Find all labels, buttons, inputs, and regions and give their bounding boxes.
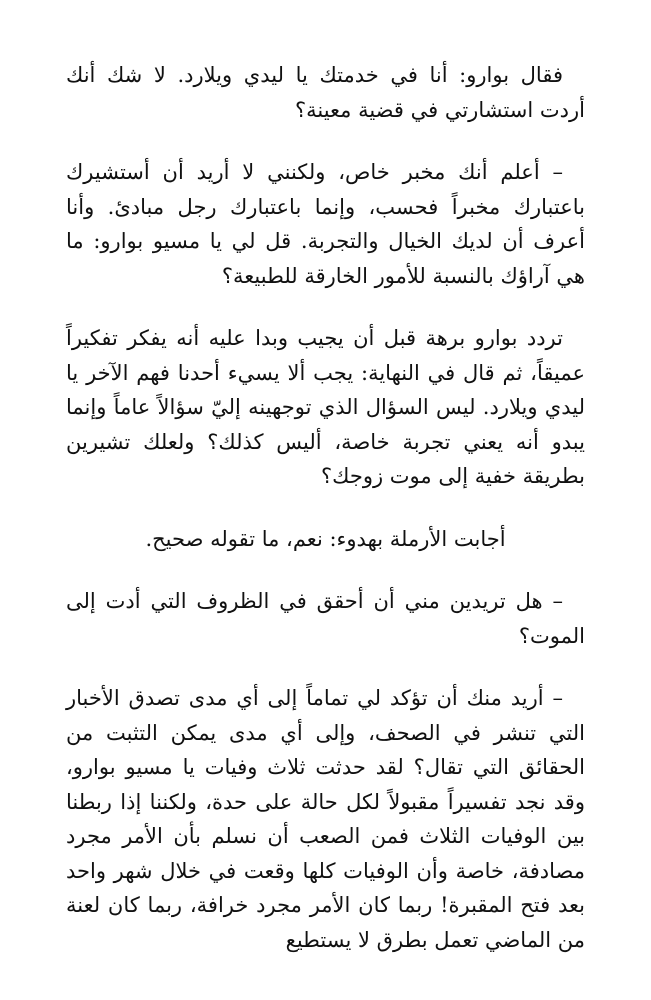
paragraph-text: – أعلم أنك مخبر خاص، ولكنني لا أريد أن أستشيرك باعتبارك مخبراً فحسب، وإنما باعتبارك رجل مبادئ. وأنا أعرف أن لديك الخيال والتجربة. قل لي يا مسيو بوارو: ما هي آراؤك بالنسبة للأمور الخارقة للطبيعة؟ <box>66 160 585 288</box>
paragraph-three-deaths <box>66 681 585 957</box>
paragraph-text: تردد بوارو برهة قبل أن يجيب وبدا عليه أنه يفكر تفكيراً عميقاً، ثم قال في النهاية: يجب ألا يسيء أحدنا فهم الآخر يا ليدي ويلارد. ليس السؤال الذي توجهينه إليّ سؤالاً عاماً وإنما يبدو أنه يعني تجربة خاصة، أليس كذلك؟ ولعلك تشيرين بطريقة خفية إلى موت زوجك؟ <box>66 326 585 488</box>
paragraph-text: فقال بوارو: أنا في خدمتك يا ليدي ويلارد. لا شك أنك أردت استشارتي في قضية معينة؟ <box>66 63 585 122</box>
paragraph-investigate-question <box>66 584 585 653</box>
paragraph-poirot-at-service <box>66 58 585 127</box>
paragraph-text: أجابت الأرملة بهدوء: نعم، ما تقوله صحيح. <box>145 526 506 551</box>
paragraph-widow-answer <box>66 522 585 557</box>
paragraph-lady-willard-request <box>66 155 585 293</box>
paragraph-poirot-hesitates <box>66 321 585 494</box>
paragraph-text: – هل تريدين مني أن أحقق في الظروف التي أدت إلى الموت؟ <box>66 589 585 648</box>
paragraph-text: – أريد منك أن تؤكد لي تماماً إلى أي مدى تصدق الأخبار التي تنشر في الصحف، وإلى أي مدى يمكن التثبت من الحقائق التي تقال؟ لقد حدثت ثلاث وفيات يا مسيو بوارو، وقد نجد تفسيراً مقبولاً لكل حالة على حدة، ولكننا إذا ربطنا بين الوفيات الثلاث فمن الصعب أن نسلم بأن الأمر مجرد مصادفة، خاصة وأن الوفيات كلها وقعت في خلال شهر واحد بعد فتح المقبرة! ربما كان الأمر مجرد خرافة، ربما كان لعنة من الماضي تعمل بطرق لا يستطيع <box>66 686 585 952</box>
